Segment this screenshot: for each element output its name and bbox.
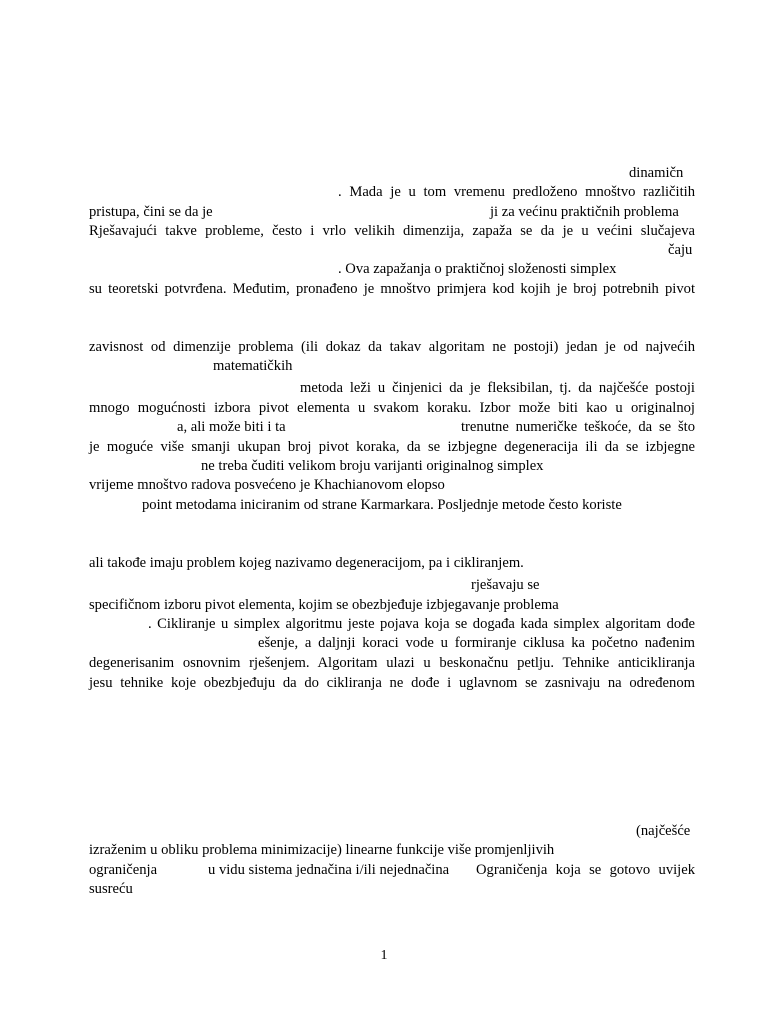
text-fragment: . Cikliranje u simplex algoritmu jeste pojava koja se događa kada simplex algoritam dođe	[148, 616, 695, 632]
text-fragment: pristupa, čini se da je	[89, 204, 213, 220]
text-line: su teoretski potvrđena. Međutim, pronađeno je mnoštvo primjera kod kojih je broj potrebnih pivot	[89, 281, 695, 297]
text-fragment: . Ova zapažanja o praktičnoj složenosti simplex	[338, 261, 617, 277]
text-fragment: u vidu sistema jednačina i/ili nejednačina	[208, 862, 450, 878]
text-fragment: . Mada je u tom vremenu predloženo mnoštvo različitih	[338, 184, 695, 200]
text-fragment: Ograničenja koja se gotovo uvijek	[476, 862, 695, 878]
text-fragment: vrijeme mnoštvo radova posvećeno je Khachianovom elopso	[89, 477, 445, 493]
text-fragment: izraženim u obliku problema minimizacije) linearne funkcije više promjenljivih	[89, 842, 555, 858]
text-fragment: a, ali može biti i ta	[177, 419, 286, 435]
text-fragment: ne treba čuditi velikom broju varijanti originalnog simplex	[201, 458, 544, 474]
text-fragment: čaju	[668, 242, 693, 258]
text-fragment: trenutne numeričke teškoće, da se što	[461, 419, 695, 435]
text-fragment: ograničenja	[89, 862, 158, 878]
text-line: zavisnost od dimenzije problema (ili dokaz da takav algoritam ne postoji) jedan je od najvećih	[89, 339, 695, 355]
text-fragment: dinamičn	[629, 165, 684, 181]
text-line: Rješavajući takve probleme, često i vrlo velikih dimenzija, zapaža se da je u većini slučajeva	[89, 223, 695, 239]
text-fragment: (najčešće	[636, 823, 691, 839]
text-line: jesu tehnike koje obezbjeđuju da do cikliranja ne dođe i uglavnom se zasnivaju na određenom	[89, 675, 695, 691]
text-line: je moguće više smanji ukupan broj pivot koraka, da se izbjegne degeneracija ili da se izbjegne	[89, 439, 695, 455]
text-fragment: point metodama iniciranim od strane Karmarkara. Posljednje metode često koriste	[142, 497, 622, 513]
page-number: 1	[380, 948, 388, 963]
text-fragment: ji za većinu praktičnih problema	[490, 204, 679, 220]
text-fragment: ešenje, a daljnji koraci vode u formiranje ciklusa ka početno nađenim	[258, 635, 695, 651]
text-fragment: metoda leži u činjenici da je fleksibilan, tj. da najčešće postoji	[300, 380, 695, 396]
text-fragment: ali takođe imaju problem kojeg nazivamo degeneracijom, pa i cikliranjem.	[89, 555, 524, 571]
text-line: degenerisanim osnovnim rješenjem. Algoritam ulazi u beskonačnu petlju. Tehnike anticikliranja	[89, 655, 695, 671]
text-line: mnogo mogućnosti izbora pivot elementa u svakom koraku. Izbor može biti kao u originalnoj	[89, 400, 695, 416]
text-fragment: rješavaju se	[471, 577, 540, 593]
text-fragment: susreću	[89, 881, 133, 897]
text-fragment: specifičnom izboru pivot elementa, kojim se obezbjeđuje izbjegavanje problema	[89, 597, 559, 613]
text-fragment: matematičkih	[213, 358, 293, 374]
